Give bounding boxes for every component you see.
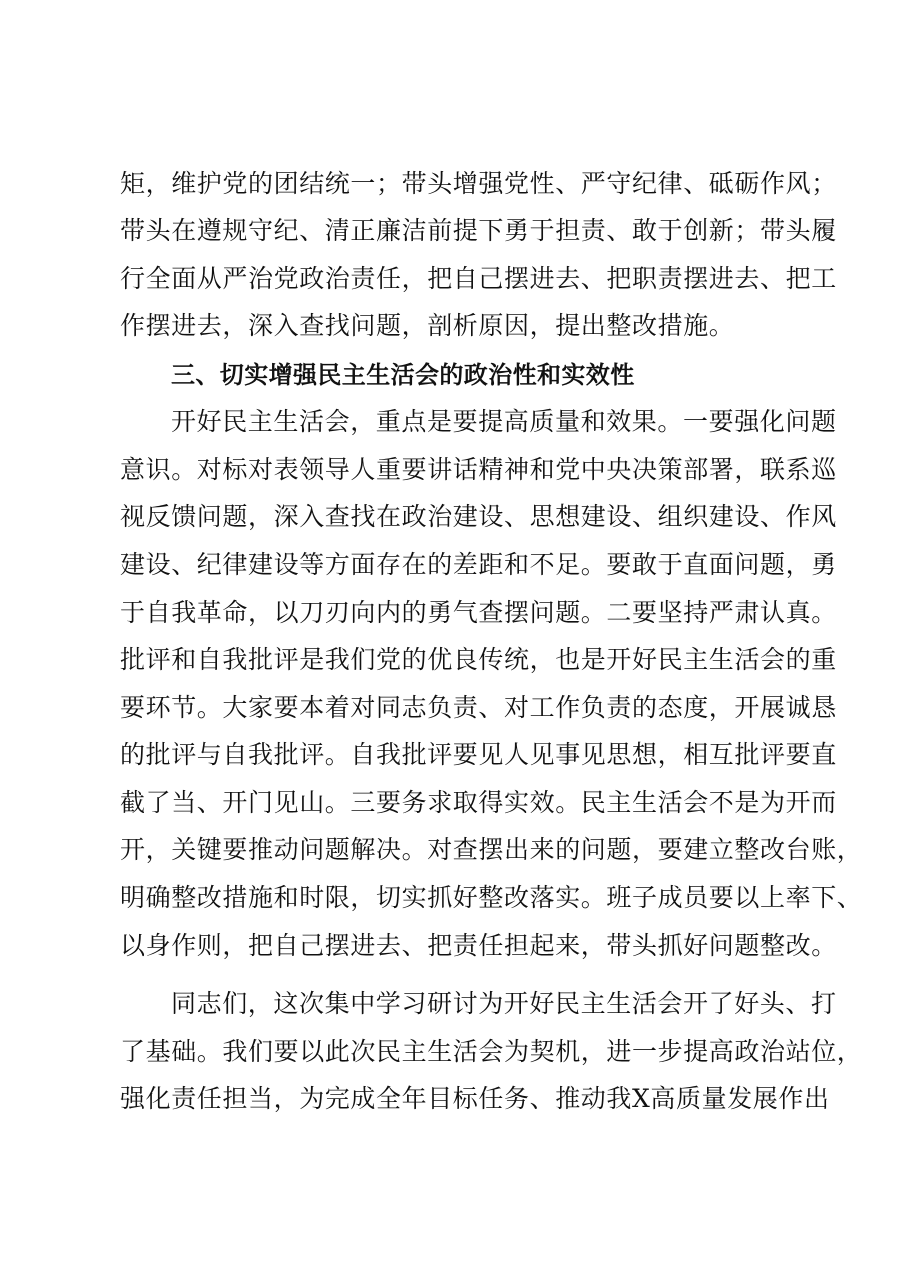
paragraph-3-line-3: 强化责任担当，为完成全年目标任务、推动我X高质量发展作出 xyxy=(120,1084,830,1113)
section-heading: 三、切实增强民主生活会的政治性和实效性 xyxy=(171,361,635,389)
paragraph-1-line-4: 作摆进去，深入查找问题，剖析原因，提出整改措施。 xyxy=(120,311,735,340)
paragraph-2-line-8: 的批评与自我批评。自我批评要见人见事见思想，相互批评要直 xyxy=(120,740,837,769)
paragraph-3-line-2: 了基础。我们要以此次民主生活会为契机，进一步提高政治站位， xyxy=(120,1037,863,1066)
paragraph-2-line-10: 开，关键要推动问题解决。对查摆出来的问题，要建立整改台账， xyxy=(120,835,863,864)
paragraph-2-line-7: 要环节。大家要本着对同志负责、对工作负责的态度，开展诚恳 xyxy=(120,693,837,722)
paragraph-2-line-12: 以身作则，把自己摆进去、把责任担起来，带头抓好问题整改。 xyxy=(120,931,837,960)
paragraph-2-line-3: 视反馈问题，深入查找在政治建设、思想建设、组织建设、作风 xyxy=(120,502,837,531)
paragraph-2-line-2: 意识。对标对表领导人重要讲话精神和党中央决策部署，联系巡 xyxy=(120,455,837,484)
paragraph-1-line-1: 矩，维护党的团结统一；带头增强党性、严守纪律、砥砺作风； xyxy=(120,169,837,198)
paragraph-3-line-1: 同志们，这次集中学习研讨为开好民主生活会开了好头、打 xyxy=(171,989,837,1018)
paragraph-2-line-5: 于自我革命，以刀刃向内的勇气查摆问题。二要坚持严肃认真。 xyxy=(120,598,837,627)
paragraph-2-line-6: 批评和自我批评是我们党的优良传统，也是开好民主生活会的重 xyxy=(120,645,837,674)
paragraph-2-line-11: 明确整改措施和时限，切实抓好整改落实。班子成员要以上率下、 xyxy=(120,883,863,912)
paragraph-2-line-1: 开好民主生活会，重点是要提高质量和效果。一要强化问题 xyxy=(171,407,837,436)
paragraph-1-line-3: 行全面从严治党政治责任，把自己摆进去、把职责摆进去、把工 xyxy=(120,264,837,293)
paragraph-2-line-9: 截了当、开门见山。三要务求取得实效。民主生活会不是为开而 xyxy=(120,788,837,817)
paragraph-2-line-4: 建设、纪律建设等方面存在的差距和不足。要敢于直面问题，勇 xyxy=(120,550,837,579)
paragraph-1-line-2: 带头在遵规守纪、清正廉洁前提下勇于担责、敢于创新；带头履 xyxy=(120,216,837,245)
